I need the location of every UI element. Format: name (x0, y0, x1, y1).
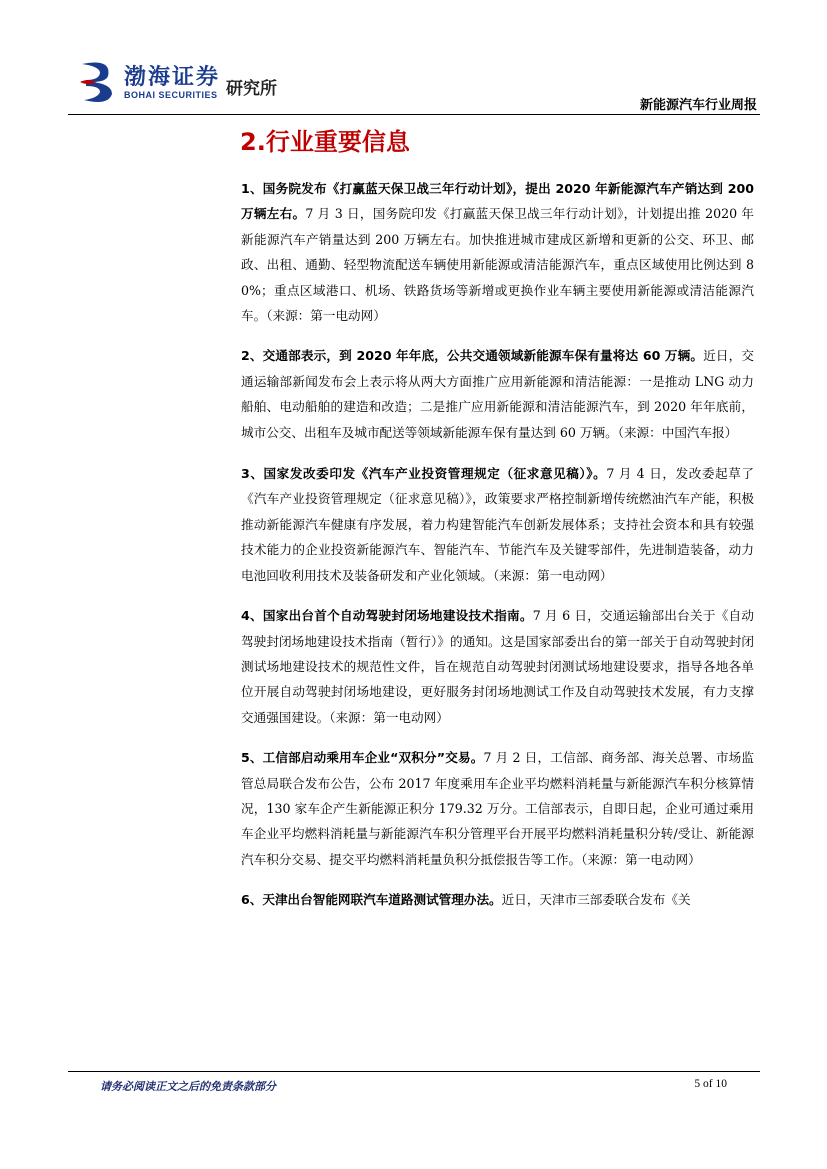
news-headline: 2、交通部表示，到 2020 年年底，公共交通领域新能源车保有量将达 60 万辆。 (241, 348, 704, 364)
logo-english-name: BOHAI SECURITIES (124, 90, 218, 100)
page-number: 5 of 10 (694, 1078, 727, 1090)
news-body: 近日，交通运输部新闻发布会上表示将从两大方面推广应用新能源和清洁能源：一是推动 LNG 动力船舶、电动船舶的建造和改造；二是推广应用新能源和清洁能源汽车，到 2020 年年底前，城市公交、出租车及城市配送等领域新能源车保有量达到 60 万辆。（来源：中国汽车报） (241, 348, 754, 440)
footer-disclaimer: 请务必阅读正文之后的免责条款部分 (100, 1080, 276, 1093)
news-headline: 4、国家出台首个自动驾驶封闭场地建设技术指南。 (241, 608, 533, 624)
logo-chinese-name: 渤海证券 (124, 64, 221, 90)
news-headline: 1、国务院发布《打赢蓝天保卫战三年行动计划》，提出 2020 年新能源汽车产销达到 200 万辆左右。 (241, 181, 754, 222)
bohai-logo-icon (78, 60, 118, 104)
news-item-1 (241, 176, 754, 328)
news-item-3 (241, 461, 754, 588)
news-item-2 (241, 343, 754, 445)
news-item-4 (241, 603, 754, 730)
news-item-6 (241, 887, 754, 912)
news-body: 7 月 3 日，国务院印发《打赢蓝天保卫战三年行动计划》，计划提出推 2020 年新能源汽车产销量达到 200 万辆左右。加快推进城市建成区新增和更新的公交、环卫、邮政、出租、通勤、轻型物流配送车辆使用新能源或清洁能源汽车，重点区域使用比例达到 80%；重点区域港口、机场、铁路货场等新增或更换作业车辆主要使用新能源或清洁能源汽车。（来源：第一电动网） (241, 206, 755, 324)
news-item-5 (241, 745, 754, 872)
news-body: 7 月 4 日，发改委起草了《汽车产业投资管理规定（征求意见稿）》，政策要求严格控制新增传统燃油汽车产能，积极推动新能源汽车健康有序发展，着力构建智能汽车创新发展体系；支持社会资本和具有较强技术能力的企业投资新能源汽车、智能汽车、节能汽车及关键零部件，先进制造装备，动力电池回收利用技术及装备研发和产业化领域。（来源：第一电动网） (241, 466, 754, 583)
news-body: 7 月 2 日，工信部、商务部、海关总署、市场监管总局联合发布公告，公布 2017 年度乘用车企业平均燃料消耗量与新能源汽车积分核算情况，130 家车企产生新能源正积分 179.32 万分。工信部表示，自即日起，企业可通过乘用车企业平均燃料消耗量与新能源汽车积分管理平台开展平均燃料消耗量积分转/受让、新能源汽车积分交易、提交平均燃料消耗量负积分抵偿报告等工作。（来源：第一电动网） (241, 750, 754, 867)
news-headline: 5、工信部启动乘用车企业“双积分”交易。 (241, 750, 484, 766)
news-headline: 6、天津出台智能网联汽车道路测试管理办法。 (241, 892, 502, 908)
report-title: 新能源汽车行业周报 (639, 98, 757, 113)
news-headline: 3、国家发改委印发《汽车产业投资管理规定（征求意见稿）》。 (241, 466, 607, 482)
page-header (0, 0, 827, 120)
news-list (241, 176, 754, 928)
logo-institute-label: 研究所 (226, 79, 277, 99)
news-body: 近日，天津市三部委联合发布《关 (501, 892, 691, 908)
header-divider (68, 114, 760, 115)
section-title: 2.行业重要信息 (240, 128, 410, 156)
footer-divider (68, 1071, 760, 1072)
news-body: 7 月 6 日，交通运输部出台关于《自动驾驶封闭场地建设技术指南（暂行）》的通知。这是国家部委出台的第一部关于自动驾驶封闭测试场地建设技术的规范性文件，旨在规范自动驾驶封闭测试场地建设要求，指导各地各单位开展自动驾驶封闭场地建设，更好服务封闭场地测试工作及自动驾驶技术发展，有力支撑交通强国建设。（来源：第一电动网） (241, 608, 754, 725)
